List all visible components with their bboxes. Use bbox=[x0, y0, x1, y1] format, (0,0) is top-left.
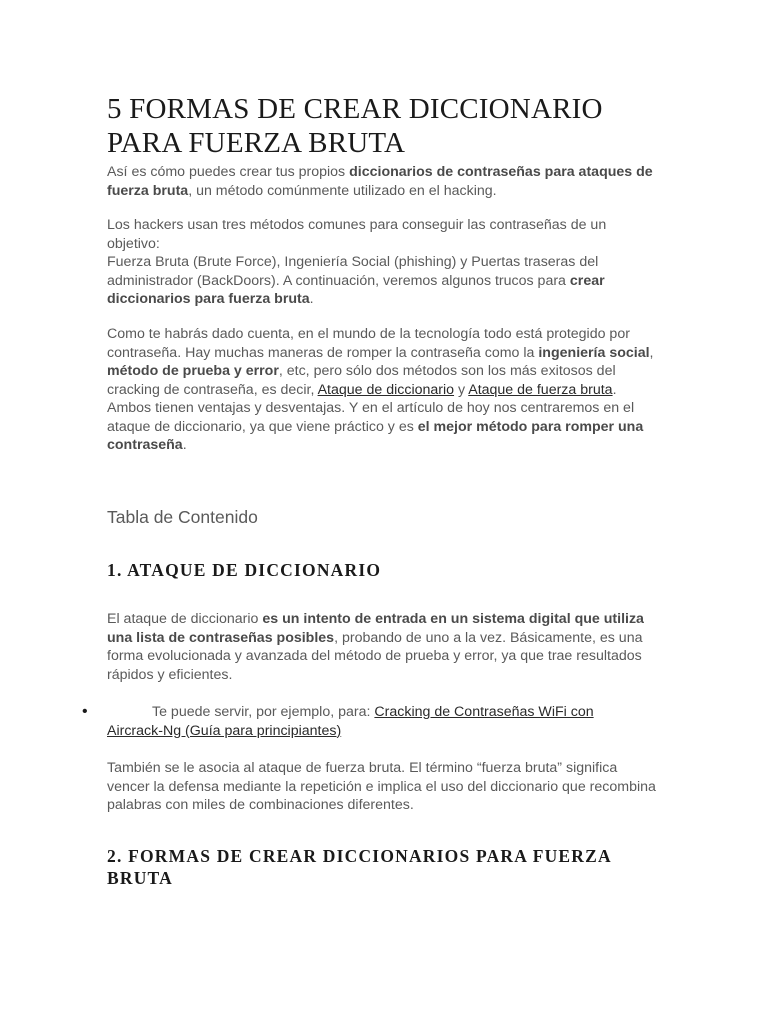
dictionary-attack-paragraph bbox=[107, 610, 662, 684]
aircrack-guide-link[interactable]: Cracking de Contraseñas WiFi con Aircrack-Ng (Guía para principiantes) bbox=[107, 704, 594, 739]
intro-text-c: , un método comúnmente utilizado en el hacking. bbox=[188, 182, 497, 199]
bullet-item bbox=[107, 703, 647, 740]
context-text-g: . Ambos tienen ventajas y desventajas. Y en el artículo de hoy nos centraremos en el ataque de diccionario, ya que viene práctico y es bbox=[107, 381, 635, 435]
context-text-c: , bbox=[649, 344, 654, 361]
dictionary-bold: es un intento de entrada en un sistema digital que utiliza una lista de contraseñas posibles bbox=[107, 611, 644, 646]
methods-text-b: Fuerza Bruta (Brute Force), Ingeniería Social (phishing) y Puertas traseras del administrador (BackDoors). A continuación, veremos algunos trucos para bbox=[107, 254, 599, 289]
brute-force-attack-link[interactable]: Ataque de fuerza bruta bbox=[468, 381, 613, 398]
context-paragraph bbox=[107, 325, 662, 455]
bullet-text: Te puede servir, por ejemplo, para: bbox=[152, 704, 375, 720]
intro-paragraph bbox=[107, 163, 662, 200]
dictionary-text-c: , probando de uno a la vez. Básicamente, es una forma evolucionada y avanzada del método de prueba y error, ya que trae resultados rápidos y eficientes. bbox=[107, 629, 643, 683]
section-heading-1: 1. ATAQUE DE DICCIONARIO bbox=[107, 560, 382, 580]
section-heading-2: 2. FORMAS DE CREAR DICCIONARIOS PARA FUERZA BRUTA bbox=[107, 846, 611, 888]
methods-text-a: Los hackers usan tres métodos comunes para conseguir las contraseñas de un objetivo: bbox=[107, 217, 607, 252]
context-text-e: , etc, pero sólo dos métodos son los más exitosos del cracking de contraseña, es decir, bbox=[107, 363, 616, 398]
context-bold-trial: método de prueba y error bbox=[107, 363, 279, 379]
context-bold-best: el mejor método para romper una contraseña bbox=[107, 418, 644, 453]
methods-text-d: . bbox=[309, 291, 314, 307]
bullet-marker: • bbox=[82, 703, 88, 720]
dictionary-attack-link[interactable]: Ataque de diccionario bbox=[317, 381, 455, 398]
context-text-i: . bbox=[182, 437, 187, 453]
intro-text-a: Así es cómo puedes crear tus propios bbox=[107, 164, 350, 180]
intro-bold: diccionarios de contraseñas para ataques de fuerza bruta bbox=[107, 164, 653, 199]
table-of-contents[interactable]: Tabla de Contenido bbox=[107, 507, 258, 527]
brute-force-paragraph: También se le asocia al ataque de fuerza bruta. El término “fuerza bruta” significa vencer la defensa mediante la repetición e implica el uso del diccionario que recombina palabras con miles de combinaciones diferentes. bbox=[107, 760, 656, 813]
context-text-a: Como te habrás dado cuenta, en el mundo de la tecnología todo está protegido por contraseña. Hay muchas maneras de romper la contraseña como la bbox=[107, 326, 630, 361]
context-bold-social: ingeniería social bbox=[538, 344, 650, 361]
page-title: 5 FORMAS DE CREAR DICCIONARIO PARA FUERZA BRUTA bbox=[107, 93, 603, 159]
dictionary-text-a: El ataque de diccionario bbox=[107, 611, 263, 627]
context-text-f: y bbox=[454, 381, 469, 398]
methods-bold: crear diccionarios para fuerza bruta bbox=[107, 272, 605, 307]
methods-paragraph bbox=[107, 216, 662, 309]
